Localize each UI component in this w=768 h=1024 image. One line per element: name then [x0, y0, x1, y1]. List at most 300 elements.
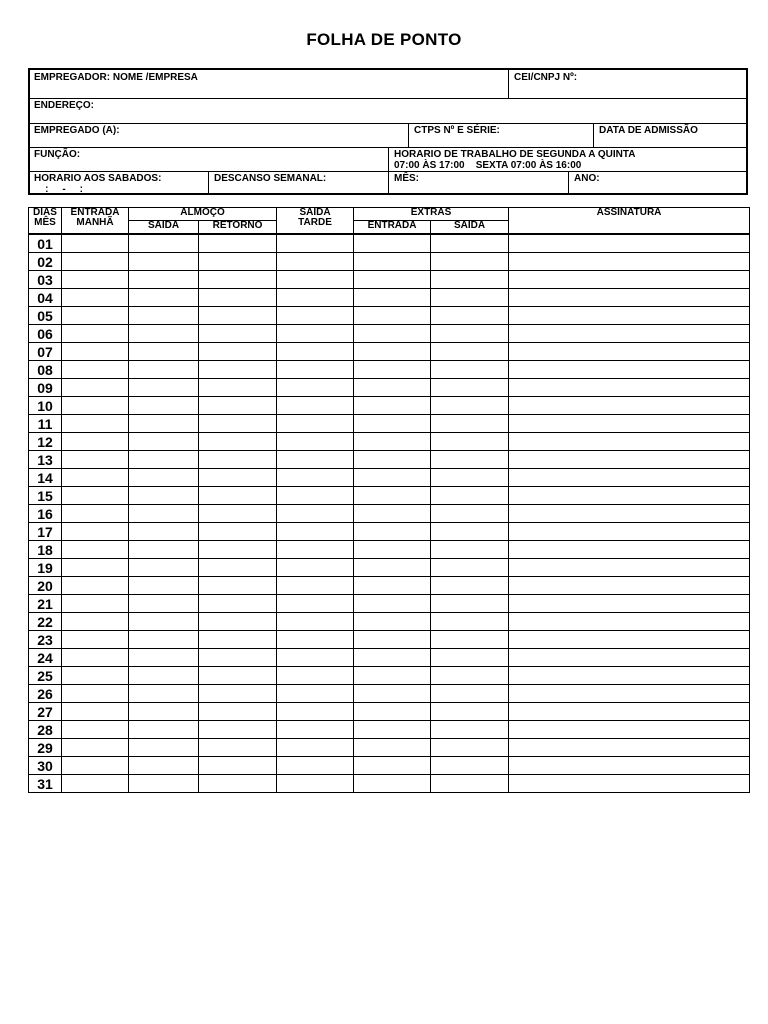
extras-entrada-cell[interactable]: [354, 343, 431, 361]
table-row: [29, 271, 750, 289]
assinatura-cell[interactable]: [509, 234, 750, 253]
entrada-manha-cell[interactable]: [62, 253, 129, 271]
extras-saida-cell[interactable]: [431, 577, 509, 595]
extras-entrada-cell[interactable]: [354, 685, 431, 703]
header-saida: SAIDA: [299, 207, 331, 218]
assinatura-cell[interactable]: [509, 253, 750, 271]
almoco-retorno-cell[interactable]: [199, 631, 277, 649]
entrada-manha-cell[interactable]: [62, 775, 129, 793]
horario-sabados-blank: __:__ - __:__: [34, 184, 95, 195]
almoco-retorno-cell[interactable]: [199, 559, 277, 577]
divider: [508, 70, 509, 98]
empregador-label: EMPREGADOR: NOME /EMPRESA: [34, 72, 198, 83]
extras-saida-cell[interactable]: [431, 289, 509, 307]
table-row: [29, 361, 750, 379]
day-number: 11: [29, 415, 62, 433]
timesheet-rows: [29, 234, 750, 793]
almoco-retorno-cell[interactable]: [199, 685, 277, 703]
almoco-retorno-cell[interactable]: [199, 649, 277, 667]
almoco-retorno-cell[interactable]: [199, 613, 277, 631]
almoco-saida-cell[interactable]: [129, 595, 199, 613]
divider: [568, 171, 569, 195]
saida-tarde-cell[interactable]: [277, 361, 354, 379]
saida-tarde-cell[interactable]: [277, 775, 354, 793]
header-almoco-saida: SAIDA: [129, 221, 199, 235]
almoco-retorno-cell[interactable]: [199, 469, 277, 487]
table-row: [29, 649, 750, 667]
table-row: [29, 775, 750, 793]
extras-entrada-cell[interactable]: [354, 397, 431, 415]
extras-entrada-cell[interactable]: [354, 631, 431, 649]
almoco-saida-cell[interactable]: [129, 613, 199, 631]
extras-entrada-cell[interactable]: [354, 415, 431, 433]
timesheet-table: [28, 207, 750, 793]
almoco-retorno-cell[interactable]: [199, 415, 277, 433]
assinatura-cell[interactable]: [509, 271, 750, 289]
ano-label: ANO:: [574, 173, 600, 184]
header-saida-tarde: [277, 208, 354, 235]
day-number: 21: [29, 595, 62, 613]
table-row: [29, 343, 750, 361]
entrada-manha-cell[interactable]: [62, 685, 129, 703]
divider: [593, 123, 594, 147]
assinatura-cell[interactable]: [509, 739, 750, 757]
assinatura-cell[interactable]: [509, 379, 750, 397]
extras-entrada-cell[interactable]: [354, 505, 431, 523]
assinatura-cell[interactable]: [509, 757, 750, 775]
assinatura-cell[interactable]: [509, 523, 750, 541]
assinatura-cell[interactable]: [509, 361, 750, 379]
extras-entrada-cell[interactable]: [354, 433, 431, 451]
extras-saida-cell[interactable]: [431, 703, 509, 721]
day-number: 08: [29, 361, 62, 379]
extras-entrada-cell[interactable]: [354, 757, 431, 775]
table-row: [29, 234, 750, 253]
saida-tarde-cell[interactable]: [277, 487, 354, 505]
assinatura-cell[interactable]: [509, 451, 750, 469]
saida-tarde-cell[interactable]: [277, 433, 354, 451]
extras-saida-cell[interactable]: [431, 271, 509, 289]
saida-tarde-cell[interactable]: [277, 379, 354, 397]
header-extras-saida: SAIDA: [431, 221, 509, 235]
table-row: [29, 577, 750, 595]
almoco-retorno-cell[interactable]: [199, 667, 277, 685]
day-number: 13: [29, 451, 62, 469]
saida-tarde-cell[interactable]: [277, 505, 354, 523]
day-number: 03: [29, 271, 62, 289]
assinatura-cell[interactable]: [509, 487, 750, 505]
almoco-saida-cell[interactable]: [129, 577, 199, 595]
entrada-manha-cell[interactable]: [62, 523, 129, 541]
table-row: [29, 631, 750, 649]
almoco-retorno-cell[interactable]: [199, 487, 277, 505]
almoco-retorno-cell[interactable]: [199, 703, 277, 721]
assinatura-cell[interactable]: [509, 559, 750, 577]
almoco-saida-cell[interactable]: [129, 469, 199, 487]
almoco-retorno-cell[interactable]: [199, 379, 277, 397]
almoco-retorno-cell[interactable]: [199, 595, 277, 613]
day-number: 14: [29, 469, 62, 487]
assinatura-cell[interactable]: [509, 595, 750, 613]
almoco-saida-cell[interactable]: [129, 721, 199, 739]
extras-saida-cell[interactable]: [431, 613, 509, 631]
extras-entrada-cell[interactable]: [354, 577, 431, 595]
saida-tarde-cell[interactable]: [277, 541, 354, 559]
extras-entrada-cell[interactable]: [354, 253, 431, 271]
saida-tarde-cell[interactable]: [277, 253, 354, 271]
entrada-manha-cell[interactable]: [62, 541, 129, 559]
extras-saida-cell[interactable]: [431, 757, 509, 775]
almoco-saida-cell[interactable]: [129, 253, 199, 271]
entrada-manha-cell[interactable]: [62, 234, 129, 253]
entrada-manha-cell[interactable]: [62, 739, 129, 757]
table-row: [29, 559, 750, 577]
assinatura-cell[interactable]: [509, 343, 750, 361]
almoco-retorno-cell[interactable]: [199, 757, 277, 775]
almoco-saida-cell[interactable]: [129, 649, 199, 667]
table-row: [29, 469, 750, 487]
divider: [30, 98, 746, 99]
extras-entrada-cell[interactable]: [354, 307, 431, 325]
almoco-retorno-cell[interactable]: [199, 739, 277, 757]
extras-saida-cell[interactable]: [431, 469, 509, 487]
almoco-retorno-cell[interactable]: [199, 271, 277, 289]
extras-entrada-cell[interactable]: [354, 703, 431, 721]
almoco-saida-cell[interactable]: [129, 739, 199, 757]
saida-tarde-cell[interactable]: [277, 451, 354, 469]
extras-entrada-cell[interactable]: [354, 487, 431, 505]
entrada-manha-cell[interactable]: [62, 505, 129, 523]
almoco-saida-cell[interactable]: [129, 685, 199, 703]
almoco-retorno-cell[interactable]: [199, 577, 277, 595]
almoco-saida-cell[interactable]: [129, 703, 199, 721]
almoco-retorno-cell[interactable]: [199, 234, 277, 253]
extras-saida-cell[interactable]: [431, 685, 509, 703]
header-extras-entrada: ENTRADA: [354, 221, 431, 235]
entrada-manha-cell[interactable]: [62, 667, 129, 685]
extras-entrada-cell[interactable]: [354, 523, 431, 541]
saida-tarde-cell[interactable]: [277, 577, 354, 595]
header-assinatura: ASSINATURA: [509, 208, 750, 235]
day-number: 04: [29, 289, 62, 307]
saida-tarde-cell[interactable]: [277, 649, 354, 667]
assinatura-cell[interactable]: [509, 433, 750, 451]
almoco-saida-cell[interactable]: [129, 361, 199, 379]
entrada-manha-cell[interactable]: [62, 361, 129, 379]
assinatura-cell[interactable]: [509, 631, 750, 649]
entrada-manha-cell[interactable]: [62, 469, 129, 487]
extras-saida-cell[interactable]: [431, 505, 509, 523]
extras-saida-cell[interactable]: [431, 523, 509, 541]
day-number: 10: [29, 397, 62, 415]
almoco-saida-cell[interactable]: [129, 379, 199, 397]
table-row: [29, 433, 750, 451]
day-number: 09: [29, 379, 62, 397]
header-dias-mes: [29, 208, 62, 235]
extras-saida-cell[interactable]: [431, 487, 509, 505]
horario-trabalho-line1: HORARIO DE TRABALHO DE SEGUNDA A QUINTA: [394, 149, 636, 160]
almoco-saida-cell[interactable]: [129, 289, 199, 307]
saida-tarde-cell[interactable]: [277, 667, 354, 685]
saida-tarde-cell[interactable]: [277, 613, 354, 631]
assinatura-cell[interactable]: [509, 613, 750, 631]
day-number: 28: [29, 721, 62, 739]
almoco-saida-cell[interactable]: [129, 541, 199, 559]
day-number: 25: [29, 667, 62, 685]
saida-tarde-cell[interactable]: [277, 415, 354, 433]
extras-entrada-cell[interactable]: [354, 541, 431, 559]
table-row: [29, 757, 750, 775]
almoco-saida-cell[interactable]: [129, 307, 199, 325]
almoco-saida-cell[interactable]: [129, 451, 199, 469]
extras-entrada-cell[interactable]: [354, 234, 431, 253]
saida-tarde-cell[interactable]: [277, 271, 354, 289]
table-row: [29, 721, 750, 739]
almoco-retorno-cell[interactable]: [199, 451, 277, 469]
saida-tarde-cell[interactable]: [277, 234, 354, 253]
employee-info-box: [28, 68, 748, 195]
almoco-saida-cell[interactable]: [129, 415, 199, 433]
extras-entrada-cell[interactable]: [354, 667, 431, 685]
day-number: 23: [29, 631, 62, 649]
extras-entrada-cell[interactable]: [354, 325, 431, 343]
day-number: 30: [29, 757, 62, 775]
horario-sabados-label: HORARIO AOS SABADOS:: [34, 173, 162, 184]
saida-tarde-cell[interactable]: [277, 721, 354, 739]
entrada-manha-cell[interactable]: [62, 577, 129, 595]
almoco-retorno-cell[interactable]: [199, 505, 277, 523]
assinatura-cell[interactable]: [509, 289, 750, 307]
almoco-saida-cell[interactable]: [129, 757, 199, 775]
saida-tarde-cell[interactable]: [277, 631, 354, 649]
header-mes: MÊS: [34, 217, 56, 228]
almoco-retorno-cell[interactable]: [199, 523, 277, 541]
entrada-manha-cell[interactable]: [62, 721, 129, 739]
almoco-saida-cell[interactable]: [129, 271, 199, 289]
extras-saida-cell[interactable]: [431, 739, 509, 757]
almoco-retorno-cell[interactable]: [199, 775, 277, 793]
saida-tarde-cell[interactable]: [277, 307, 354, 325]
header-almoco-retorno: RETORNO: [199, 221, 277, 235]
almoco-retorno-cell[interactable]: [199, 721, 277, 739]
saida-tarde-cell[interactable]: [277, 757, 354, 775]
table-row: [29, 523, 750, 541]
almoco-saida-cell[interactable]: [129, 234, 199, 253]
saida-tarde-cell[interactable]: [277, 523, 354, 541]
divider: [388, 147, 389, 195]
day-number: 24: [29, 649, 62, 667]
entrada-manha-cell[interactable]: [62, 379, 129, 397]
extras-entrada-cell[interactable]: [354, 559, 431, 577]
day-number: 22: [29, 613, 62, 631]
assinatura-cell[interactable]: [509, 775, 750, 793]
almoco-saida-cell[interactable]: [129, 343, 199, 361]
day-number: 07: [29, 343, 62, 361]
almoco-saida-cell[interactable]: [129, 397, 199, 415]
entrada-manha-cell[interactable]: [62, 559, 129, 577]
almoco-retorno-cell[interactable]: [199, 325, 277, 343]
extras-saida-cell[interactable]: [431, 595, 509, 613]
assinatura-cell[interactable]: [509, 667, 750, 685]
saida-tarde-cell[interactable]: [277, 685, 354, 703]
day-number: 18: [29, 541, 62, 559]
entrada-manha-cell[interactable]: [62, 703, 129, 721]
data-admissao-label: DATA DE ADMISSÃO: [599, 125, 698, 136]
day-number: 29: [29, 739, 62, 757]
entrada-manha-cell[interactable]: [62, 631, 129, 649]
assinatura-cell[interactable]: [509, 397, 750, 415]
funcao-label: FUNÇÃO:: [34, 149, 81, 160]
table-row: [29, 307, 750, 325]
assinatura-cell[interactable]: [509, 649, 750, 667]
almoco-saida-cell[interactable]: [129, 523, 199, 541]
entrada-manha-cell[interactable]: [62, 307, 129, 325]
extras-saida-cell[interactable]: [431, 307, 509, 325]
day-number: 12: [29, 433, 62, 451]
saida-tarde-cell[interactable]: [277, 343, 354, 361]
extras-entrada-cell[interactable]: [354, 289, 431, 307]
table-row: [29, 415, 750, 433]
table-row: [29, 253, 750, 271]
extras-saida-cell[interactable]: [431, 541, 509, 559]
extras-saida-cell[interactable]: [431, 325, 509, 343]
assinatura-cell[interactable]: [509, 307, 750, 325]
assinatura-cell[interactable]: [509, 469, 750, 487]
almoco-saida-cell[interactable]: [129, 487, 199, 505]
assinatura-cell[interactable]: [509, 721, 750, 739]
entrada-manha-cell[interactable]: [62, 271, 129, 289]
almoco-retorno-cell[interactable]: [199, 541, 277, 559]
extras-saida-cell[interactable]: [431, 253, 509, 271]
almoco-retorno-cell[interactable]: [199, 361, 277, 379]
divider: [208, 171, 209, 195]
divider: [30, 123, 746, 124]
assinatura-cell[interactable]: [509, 703, 750, 721]
extras-saida-cell[interactable]: [431, 433, 509, 451]
table-row: [29, 739, 750, 757]
entrada-manha-cell[interactable]: [62, 757, 129, 775]
extras-saida-cell[interactable]: [431, 775, 509, 793]
saida-tarde-cell[interactable]: [277, 595, 354, 613]
table-row: [29, 595, 750, 613]
extras-saida-cell[interactable]: [431, 343, 509, 361]
extras-entrada-cell[interactable]: [354, 613, 431, 631]
horario-trabalho-line2: 07:00 ÀS 17:00 SEXTA 07:00 ÀS 16:00: [394, 160, 582, 171]
extras-saida-cell[interactable]: [431, 451, 509, 469]
saida-tarde-cell[interactable]: [277, 469, 354, 487]
entrada-manha-cell[interactable]: [62, 325, 129, 343]
entrada-manha-cell[interactable]: [62, 649, 129, 667]
almoco-saida-cell[interactable]: [129, 325, 199, 343]
saida-tarde-cell[interactable]: [277, 703, 354, 721]
extras-saida-cell[interactable]: [431, 415, 509, 433]
entrada-manha-cell[interactable]: [62, 397, 129, 415]
extras-saida-cell[interactable]: [431, 559, 509, 577]
entrada-manha-cell[interactable]: [62, 613, 129, 631]
almoco-retorno-cell[interactable]: [199, 397, 277, 415]
extras-entrada-cell[interactable]: [354, 271, 431, 289]
assinatura-cell[interactable]: [509, 505, 750, 523]
assinatura-cell[interactable]: [509, 415, 750, 433]
extras-entrada-cell[interactable]: [354, 739, 431, 757]
assinatura-cell[interactable]: [509, 541, 750, 559]
almoco-retorno-cell[interactable]: [199, 343, 277, 361]
almoco-saida-cell[interactable]: [129, 433, 199, 451]
day-number: 17: [29, 523, 62, 541]
day-number: 26: [29, 685, 62, 703]
extras-entrada-cell[interactable]: [354, 721, 431, 739]
table-row: [29, 667, 750, 685]
empregado-label: EMPREGADO (A):: [34, 125, 120, 136]
extras-entrada-cell[interactable]: [354, 451, 431, 469]
entrada-manha-cell[interactable]: [62, 595, 129, 613]
header-tarde: TARDE: [298, 217, 332, 228]
almoco-saida-cell[interactable]: [129, 631, 199, 649]
entrada-manha-cell[interactable]: [62, 433, 129, 451]
entrada-manha-cell[interactable]: [62, 415, 129, 433]
assinatura-cell[interactable]: [509, 685, 750, 703]
saida-tarde-cell[interactable]: [277, 397, 354, 415]
almoco-retorno-cell[interactable]: [199, 307, 277, 325]
saida-tarde-cell[interactable]: [277, 559, 354, 577]
header-almoco: ALMOÇO: [129, 208, 277, 221]
extras-entrada-cell[interactable]: [354, 361, 431, 379]
extras-saida-cell[interactable]: [431, 721, 509, 739]
header-entrada: ENTRADA: [70, 207, 120, 218]
day-number: 16: [29, 505, 62, 523]
descanso-semanal-label: DESCANSO SEMANAL:: [214, 173, 327, 184]
extras-saida-cell[interactable]: [431, 649, 509, 667]
day-number: 01: [29, 234, 62, 253]
almoco-retorno-cell[interactable]: [199, 253, 277, 271]
extras-saida-cell[interactable]: [431, 667, 509, 685]
extras-entrada-cell[interactable]: [354, 379, 431, 397]
almoco-retorno-cell[interactable]: [199, 433, 277, 451]
almoco-saida-cell[interactable]: [129, 667, 199, 685]
extras-saida-cell[interactable]: [431, 379, 509, 397]
day-number: 31: [29, 775, 62, 793]
extras-saida-cell[interactable]: [431, 361, 509, 379]
almoco-retorno-cell[interactable]: [199, 289, 277, 307]
almoco-saida-cell[interactable]: [129, 505, 199, 523]
almoco-saida-cell[interactable]: [129, 559, 199, 577]
extras-entrada-cell[interactable]: [354, 469, 431, 487]
assinatura-cell[interactable]: [509, 577, 750, 595]
ctps-label: CTPS Nº E SÉRIE:: [414, 125, 500, 136]
extras-saida-cell[interactable]: [431, 397, 509, 415]
saida-tarde-cell[interactable]: [277, 325, 354, 343]
table-row: [29, 685, 750, 703]
entrada-manha-cell[interactable]: [62, 343, 129, 361]
entrada-manha-cell[interactable]: [62, 487, 129, 505]
entrada-manha-cell[interactable]: [62, 451, 129, 469]
table-row: [29, 505, 750, 523]
day-number: 20: [29, 577, 62, 595]
day-number: 15: [29, 487, 62, 505]
saida-tarde-cell[interactable]: [277, 289, 354, 307]
extras-saida-cell[interactable]: [431, 631, 509, 649]
table-row: [29, 397, 750, 415]
almoco-saida-cell[interactable]: [129, 775, 199, 793]
extras-entrada-cell[interactable]: [354, 775, 431, 793]
saida-tarde-cell[interactable]: [277, 739, 354, 757]
table-row: [29, 487, 750, 505]
assinatura-cell[interactable]: [509, 325, 750, 343]
extras-entrada-cell[interactable]: [354, 595, 431, 613]
extras-saida-cell[interactable]: [431, 234, 509, 253]
extras-entrada-cell[interactable]: [354, 649, 431, 667]
entrada-manha-cell[interactable]: [62, 289, 129, 307]
